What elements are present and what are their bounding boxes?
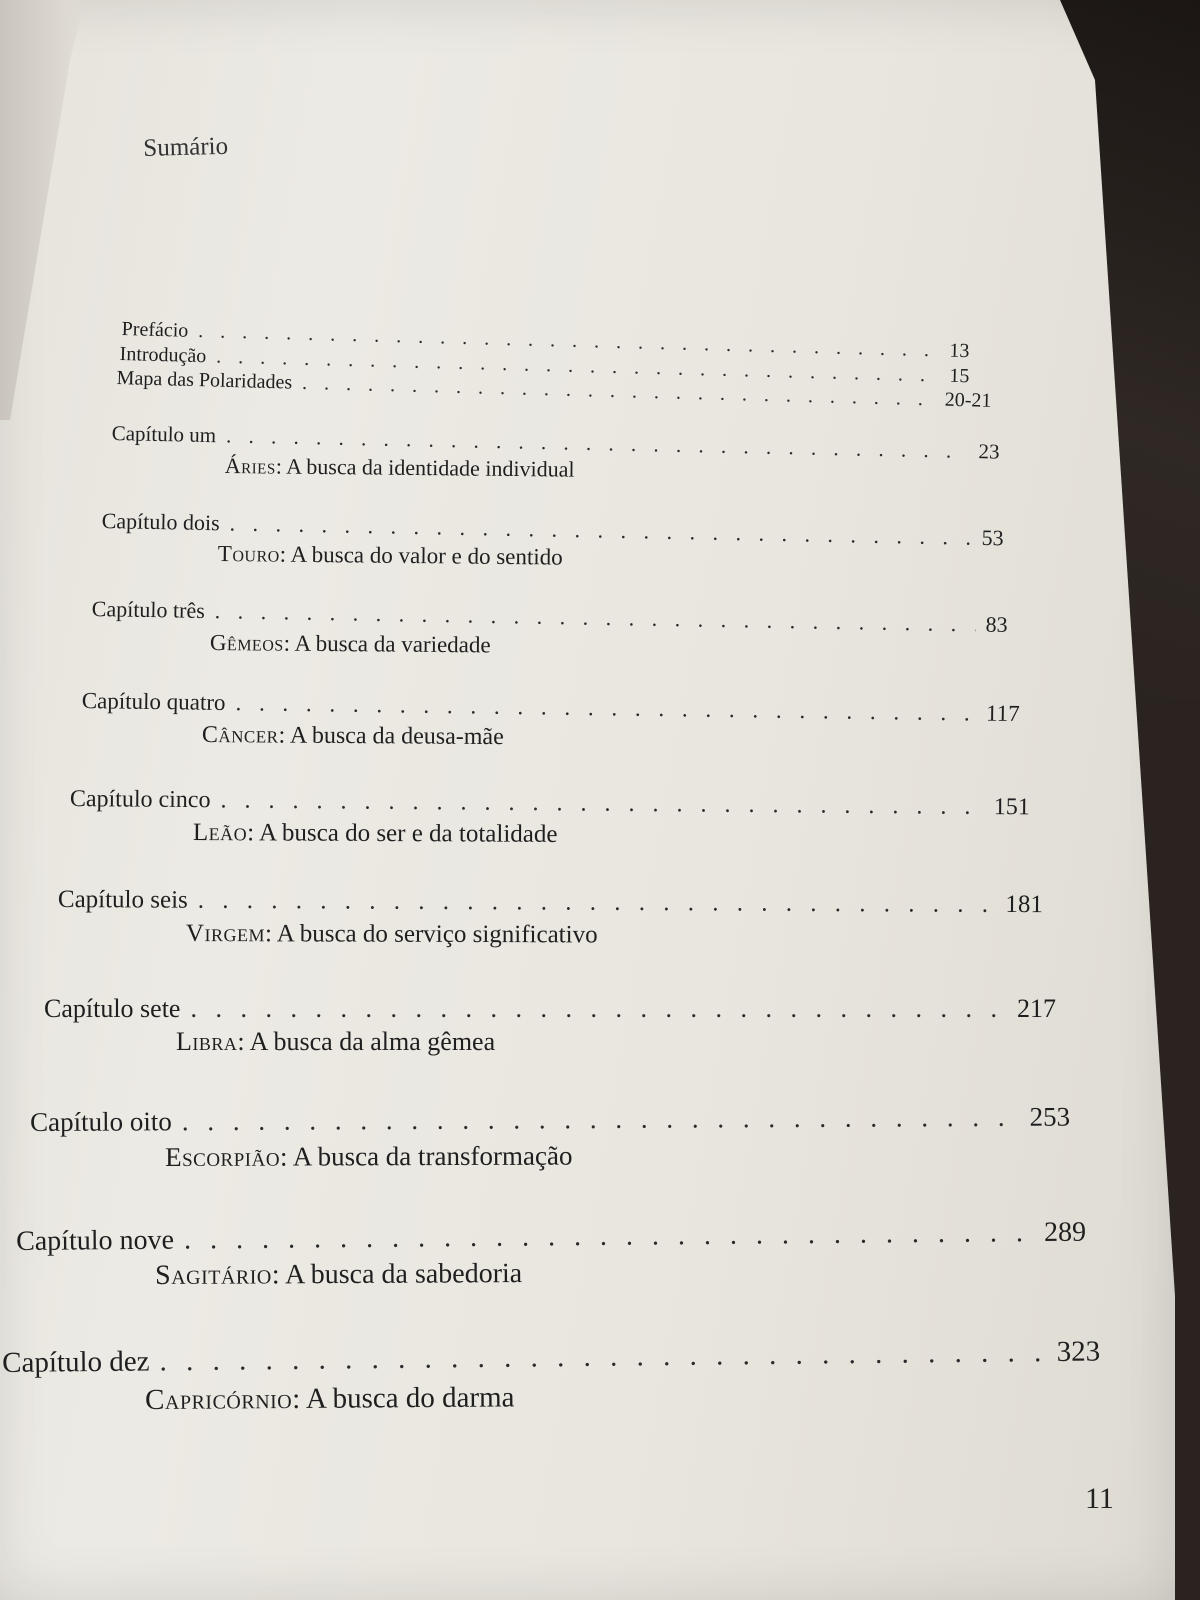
zodiac-sign: Leão [192,819,248,847]
chapter-page: 217 [1017,994,1056,1023]
chapter-label: Capítulo oito [30,1106,172,1137]
chapter-subtitle-text: : A busca da deusa-mãe [278,722,504,751]
chapter-subtitle-text: : A busca da transformação [279,1140,573,1172]
toc-chapter-5 [70,786,1030,821]
chapter-label: Capítulo seis [57,886,188,914]
zodiac-sign: Virgem [185,920,266,948]
chapter-label: Capítulo três [91,596,206,623]
chapter-page: 151 [993,794,1030,821]
chapter-subtitle-2 [218,541,563,571]
chapter-subtitle-1 [225,453,575,483]
dot-leader [190,994,1007,1024]
dot-leader [198,887,996,919]
zodiac-sign: Escorpião [165,1141,281,1172]
dot-leader [220,787,984,821]
page-title: Sumário [143,132,229,162]
chapter-label: Capítulo um [111,421,217,448]
chapter-label: Capítulo nove [16,1224,175,1257]
chapter-subtitle-text: : A busca do ser e da totalidade [247,819,558,848]
chapter-label: Capítulo dois [101,508,220,536]
toc-chapter-10 [2,1336,1100,1380]
zodiac-sign: Libra [176,1027,238,1056]
chapter-page: 53 [981,524,1004,551]
toc-chapter-6 [58,886,1043,919]
chapter-subtitle-text: : A busca do darma [292,1381,515,1415]
toc-entry-label: Mapa das Polaridades [116,367,293,394]
chapter-page: 181 [1005,890,1043,919]
toc-chapter-7 [44,994,1056,1024]
chapter-subtitle-text: : A busca do valor e do sentido [279,541,563,570]
toc-chapter-9 [16,1217,1086,1258]
dot-leader [184,1217,1034,1256]
chapter-subtitle-5 [193,819,558,849]
chapter-subtitle-6 [186,920,598,949]
chapter-page: 117 [985,700,1020,727]
chapter-subtitle-text: : A busca da alma gêmea [237,1027,496,1056]
chapter-subtitle-text: : A busca da sabedoria [271,1258,523,1291]
dot-leader [235,690,976,726]
chapter-page: 253 [1029,1101,1071,1132]
chapter-subtitle-8 [165,1141,572,1173]
chapter-subtitle-text: : A busca da variedade [283,630,491,658]
chapter-subtitle-7 [176,1027,495,1057]
chapter-page: 83 [985,611,1008,637]
toc-entry-page: 20-21 [944,388,992,412]
page-number: 11 [1085,1482,1114,1515]
zodiac-sign: Câncer [201,722,279,749]
chapter-label: Capítulo dez [2,1345,150,1379]
chapter-label: Capítulo cinco [69,786,211,814]
chapter-label: Capítulo quatro [81,688,226,716]
zodiac-sign: Capricórnio [145,1382,293,1416]
chapter-subtitle-10 [145,1381,515,1417]
zodiac-sign: Sagitário [155,1259,272,1291]
zodiac-sign: Gêmeos [209,630,284,656]
chapter-subtitle-text: : A busca do serviço significativo [264,920,598,949]
chapter-subtitle-4 [202,722,504,751]
chapter-page: 323 [1056,1335,1101,1368]
dot-leader [159,1336,1046,1378]
toc-entry-label: Prefácio [121,318,189,342]
toc-entry-label: Introdução [119,343,207,368]
chapter-page: 289 [1043,1216,1087,1249]
chapter-label: Capítulo sete [44,994,181,1023]
chapter-page: 23 [978,439,1000,464]
zodiac-sign: Áries [224,453,276,479]
chapter-subtitle-text: : A busca da identidade individual [275,453,575,482]
toc-chapter-8 [30,1102,1070,1138]
zodiac-sign: Touro [217,541,280,567]
dot-leader [182,1102,1020,1137]
toc-entry-page: 15 [949,364,970,388]
toc-entry-page: 13 [949,339,970,363]
chapter-subtitle-3 [210,630,491,658]
chapter-subtitle-9 [155,1258,522,1292]
